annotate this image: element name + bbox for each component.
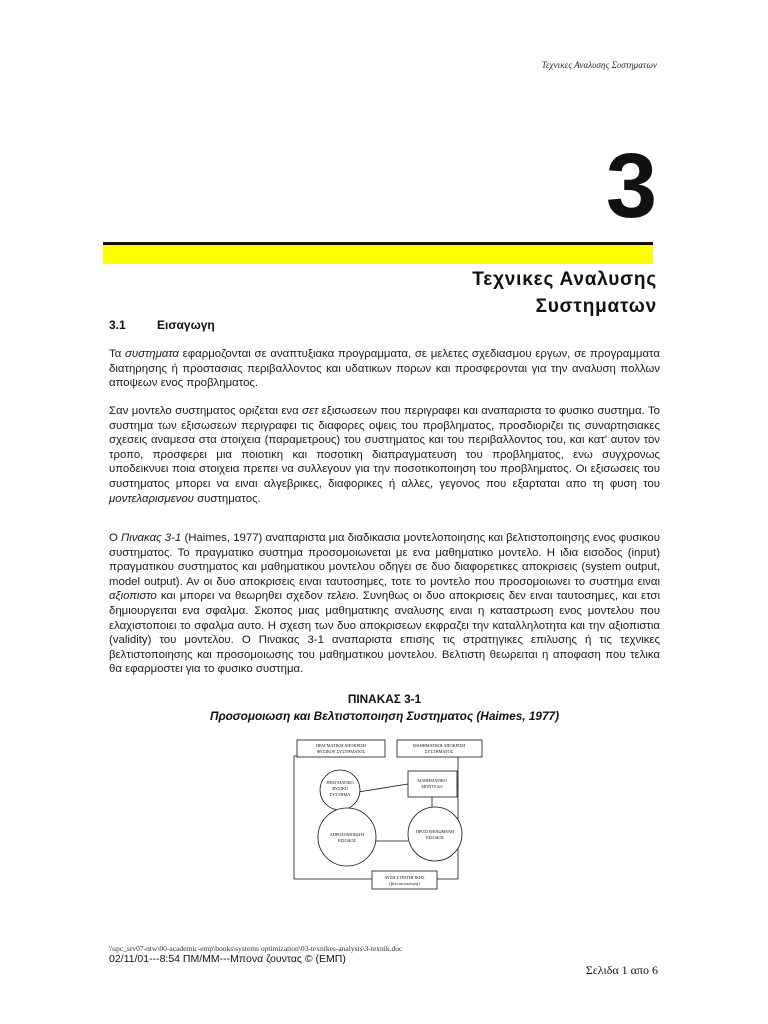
simulated-label-1: ΠΡΟΣΟΜΟΙΩΜΕΝΗ xyxy=(415,829,455,834)
chapter-number: 3 xyxy=(605,135,657,237)
chapter-highlight-band xyxy=(103,245,653,264)
chapter-title xyxy=(472,266,657,320)
unsimulated-label-1: ΑΠΡΟΣΟΜΟΙΩΤΗ xyxy=(329,832,365,837)
math-model-label-2: ΜΟΝΤΕΛΟ xyxy=(421,784,443,789)
table-label: ΠΙΝΑΚΑΣ 3-1 xyxy=(347,692,422,706)
simulated-label-2: ΕΙΣΟΔΟΣ xyxy=(426,835,444,840)
paragraph-text: εφαρμοζονται σε αναπτυξιακα προγραμματα, σε μελετες σχεδιασμου εργων, σε προγραμματα διατηρησης ή προστασιας περιβαλλοντος και υδατικων πορων και προσφερονται για την αναλυση πολλων αποψεων ενος προβληματος. xyxy=(109,348,660,390)
math-response-label-2: ΣΥΣΤΗΜΑΤΟΣ xyxy=(424,749,454,754)
strategies-sublabel: (βελτιστοποιηση) xyxy=(389,881,420,886)
table-caption: Προσομοιωση και Βελτιστοποιηση Συστηματος (Haimes, 1977) xyxy=(209,709,559,723)
unsimulated-input-circle xyxy=(318,808,376,866)
paragraph-text: εξισωσεων που περιγραφει και αναπαριστα το φυσικο συστημα. Το συστημα των εξισωσεων περιγραφει τις διαφορες οψεις του προβληματος, προσδιοριζει τις συναρτησιακες σχεσεις αναμεσα στα στοιχεια (παραμετρους) του συστηματος και του περιβαλλοντος του, και κατ' αυτον τον τροπο, προσφερει μια ποιοτικη και ποσοτικη διαπραγματευση του προβληματος, ενω συγχρονως υποδεικνυει ποια στοιχεια πρεπει να συλλεγουν για την ποσοτικοποιηση του προβληματος. Οι εξισωσεις του συστηματος μπορει να ειναι αλγεβρικες, διαφορικες ή αλλες, γεγονος που εξαρταται απο τη φυση του xyxy=(109,405,660,490)
running-header: Τεχνικες Αναλυσης Συστηματων xyxy=(541,60,657,70)
real-response-label-1: ΠΡΑΓΜΑΤΙΚΗ ΑΠΟΚΡΙΣΗ xyxy=(315,743,367,748)
paragraph-text: Ο xyxy=(109,532,122,544)
paragraph-text: Τα xyxy=(109,348,126,360)
paragraph-text: συστηματος. xyxy=(193,492,261,505)
paragraph-2 xyxy=(109,404,660,506)
chapter-title-line2: Συστηματων xyxy=(535,296,657,317)
emphasis-text: συστηματα xyxy=(125,348,179,360)
section-heading xyxy=(109,318,215,332)
math-response-label-1: ΜΑΘΗΜΑΤΙΚΗ ΑΠΟΚΡΙΣΗ xyxy=(412,743,466,748)
real-system-label-3: ΣΥΣΤΗΜΑ xyxy=(329,792,351,797)
real-system-label-1: ΠΡΑΓΜΑΤΙΚΟ xyxy=(326,780,354,785)
section-number: 3.1 xyxy=(109,318,126,332)
math-model-label-1: ΜΑΘΗΜΑΤΙΚΟ xyxy=(417,778,447,783)
emphasis-text: Πινακας 3-1 xyxy=(121,532,182,544)
paragraph-text: και μπορει να θεωρηθει σχεδον xyxy=(156,590,327,603)
paragraph-text: (Haimes, 1977) αναπαριστα μια διαδικασια μοντελοποιησης και βελτιστοποιησης ενος φυσικου συστηματος. Το πραγματικο συστημα προσομοιωνεται με ενα μαθηματικο μοντελο. Η ιδια εισοδος (input) πραγματικου συστηματος και μαθηματικου μοντελου οδηγει σε δυο διαφορετικες αποκρισεις (system output, model output). Αν οι δυο αποκρισεις ειναι ταυτοσημες, τοτε το μοντελο που προσομοιωνει το συστημα ειναι xyxy=(109,532,660,588)
emphasis-text: τελειο xyxy=(326,590,356,603)
real-response-label-2: ΦΥΣΙΚΟΥ ΣΥΣΤΗΜΑΤΟΣ xyxy=(316,749,366,754)
unsimulated-label-2: ΕΙΣΟΔΟΣ xyxy=(338,838,356,843)
paragraph-1 xyxy=(109,347,660,391)
real-system-label-2: ΦΥΣΙΚΟ xyxy=(332,786,348,791)
emphasis-text: μοντελαρισμενου xyxy=(109,492,194,505)
strategies-label: ΑΥΣΗ ΣΤΡΑΤΗΓΙΚΗΣ xyxy=(384,875,425,880)
footer-file-path: \\spc_srv07-ntw\00-academic-emp\books\systems optimization\03-texnikes-analysis\3-texnik.doc xyxy=(109,944,403,953)
chapter-title-line1: Τεχνικες Αναλυσης xyxy=(472,269,657,290)
emphasis-text: αξιοπιστο xyxy=(109,590,157,603)
paragraph-text: Σαν μοντελο συστηματος οριζεται ενα xyxy=(109,405,303,417)
footer-date-author: 02/11/01---8:54 ΠΜ/ΜΜ---Μπονα ζουντας © (ΕΜΠ) xyxy=(109,953,346,965)
paragraph-text: . Συνηθως οι δυο αποκρισεις δεν ειναι ταυτοσημες, και ετσι δημιουργειται ενα σφαλμα. Σκοπος μιας μαθηματικης αναλυσης ειναι η καταστρωση ενος μοντελου που ελαχιστοποιει το σφαλμα αυτο. Η σχεση των δυο αποκρισεων εκφραζει την καταλληλοτητα και την αξιοπιστια (validity) του μοντελου. Ο Πινακας 3-1 αναπαριστα επισης τις στρατηγικες επιλυσης ή τις τεχνικες βελτιστοποιησης και προσομοιωσης του μαθηματικου μοντελου. Βελτιστη θεωρειται η αποφαση που τελικα θα εφαρμοστει για το φυσικο συστημα. xyxy=(109,590,660,676)
paragraph-3 xyxy=(109,531,660,677)
simulated-input-circle xyxy=(408,807,462,861)
section-title: Εισαγωγη xyxy=(157,318,215,332)
simulation-optimization-diagram xyxy=(280,733,490,893)
emphasis-text: σετ xyxy=(302,405,319,417)
strategies-box xyxy=(372,871,437,889)
page-number: Σελιδα 1 απο 6 xyxy=(585,963,658,977)
